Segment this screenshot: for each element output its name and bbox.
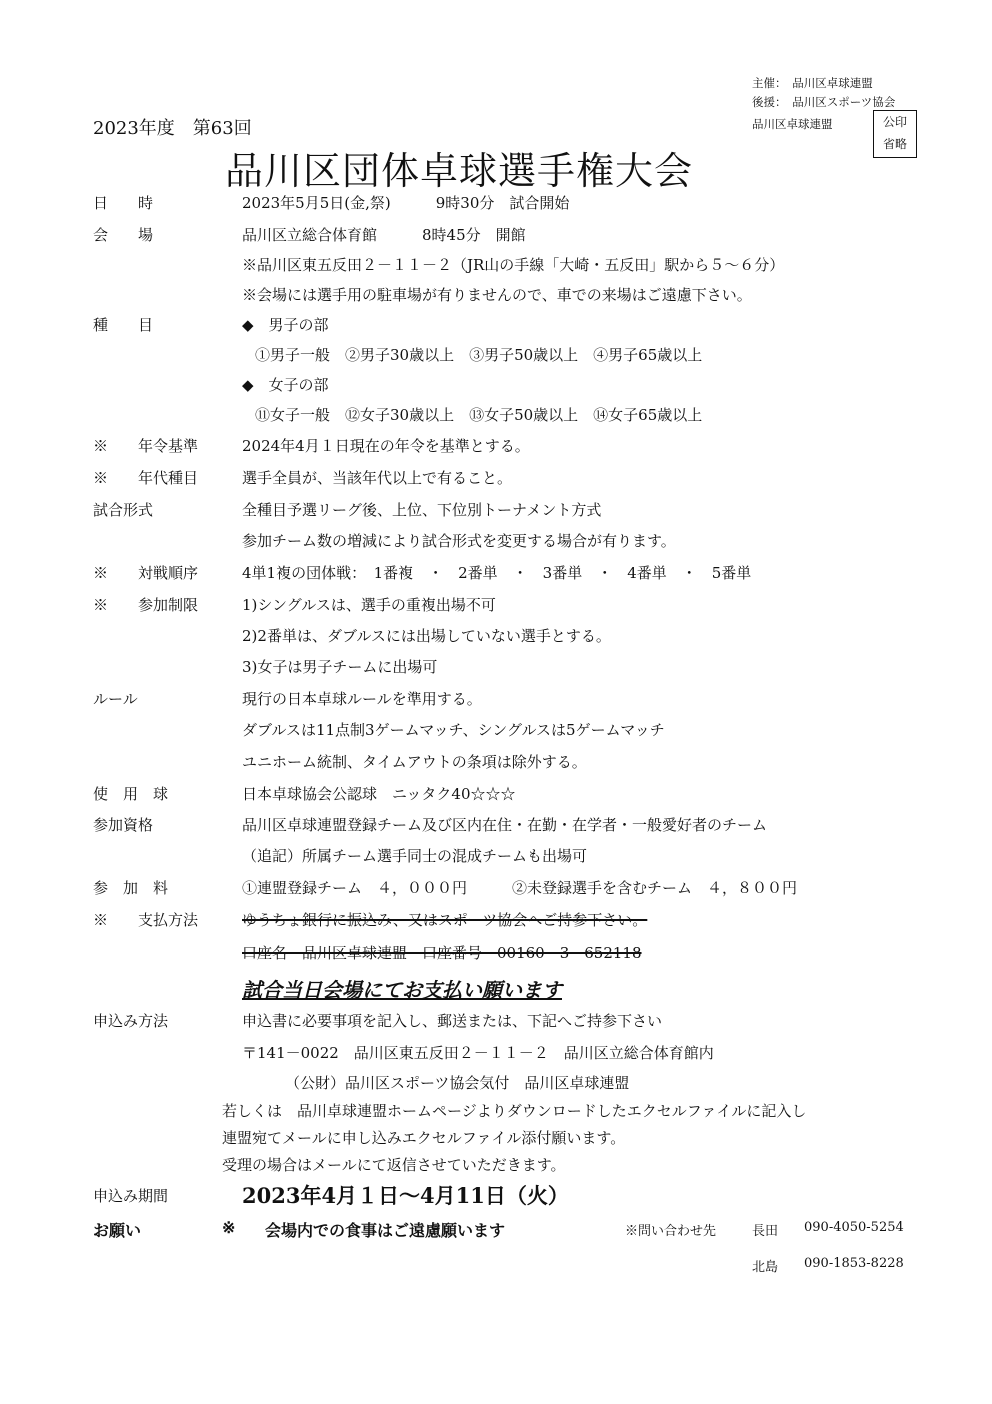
row-text-venue-2: ※品川区東五反田２－１１－２（JR山の手線「大崎・五反田」駅から５～６分） (242, 256, 785, 274)
row-label-restrictions: ※ 参加制限 (93, 596, 199, 614)
seal-line-1: 公印 (882, 115, 907, 129)
application-line-1: 申込書に必要事項を記入し、郵送または、下記へご持参下さい (242, 1012, 663, 1030)
row-text-events-1: ◆ 男子の部 (242, 316, 329, 334)
row-text-order: 4単1複の団体戦： 1番複 ・ 2番単 ・ 3番単 ・ 4番単 ・ 5番単 (242, 564, 752, 582)
row-label-age-basis: ※ 年令基準 (93, 437, 199, 455)
request-text: 会場内での食事はご遠慮願います (265, 1221, 506, 1240)
row-text-events-4: ⑪女子一般 ⑫女子30歳以上 ⑬女子50歳以上 ⑭女子65歳以上 (255, 406, 703, 424)
application-address: 〒141－0022 品川区東五反田２－１１－２ 品川区立総合体育館内 (242, 1044, 714, 1062)
contact-label: ※問い合わせ先 (625, 1224, 717, 1239)
row-text-eligibility-2: （追記）所属チーム選手同士の混成チームも出場可 (242, 847, 588, 865)
row-label-fee: 参 加 料 (93, 879, 169, 897)
row-text-payment-2: 口座名 品川区卓球連盟 口座番号 00160－3－652118 (242, 944, 642, 962)
row-label-venue: 会 場 (93, 226, 154, 244)
application-line-5: 連盟宛てメールに申し込みエクセルファイル添付願います。 (222, 1129, 626, 1147)
organizer-text: 主催： 品川区卓球連盟 (752, 76, 873, 90)
official-seal-box (873, 110, 917, 158)
row-label-age-events: ※ 年代種目 (93, 469, 199, 487)
row-text-ball: 日本卓球協会公認球 ニッタク40☆☆☆ (242, 785, 516, 803)
row-text-events-3: ◆ 女子の部 (242, 376, 329, 394)
row-text-date: 2023年5月5日(金,祭) 9時30分 試合開始 (242, 194, 570, 212)
contact-name-2: 北島 (752, 1260, 779, 1275)
application-line-6: 受理の場合はメールにて返信させていただきます。 (222, 1156, 566, 1174)
request-mark: ※ (222, 1218, 236, 1237)
row-label-events: 種 目 (93, 316, 154, 334)
seal-line-2: 省略 (882, 137, 907, 151)
row-label-payment: ※ 支払方法 (93, 911, 199, 929)
period-label: 申込み期間 (93, 1187, 169, 1205)
row-text-restrictions-1: 1)シングルスは、選手の重複出場不可 (242, 596, 496, 614)
row-text-rules-3: ユニホーム統制、タイムアウトの条項は除外する。 (242, 753, 587, 771)
request-label: お願い (93, 1221, 142, 1240)
row-text-format-1: 全種目予選リーグ後、上位、下位別トーナメント方式 (242, 501, 602, 519)
row-text-fee: ①連盟登録チーム ４，０００円 ②未登録選手を含むチーム ４，８００円 (242, 879, 798, 897)
support-text: 後援： 品川区スポーツ協会 (752, 95, 896, 109)
row-label-ball: 使 用 球 (93, 785, 169, 803)
row-text-restrictions-2: 2)2番単は、ダブルスには出場していない選手とする。 (242, 627, 611, 645)
row-label-eligibility: 参加資格 (93, 816, 154, 834)
row-text-payment-1: ゆうちょ銀行に振込み、又はスポーツ協会へご持参下さい。 (242, 911, 648, 929)
contact-name-1: 長田 (752, 1224, 779, 1239)
row-label-rules: ルール (93, 690, 138, 708)
period-value: 2023年4月１日～4月11日（火） (242, 1183, 569, 1208)
row-label-date: 日 時 (93, 194, 154, 212)
payment-notice: 試合当日会場にてお支払い願います (242, 978, 562, 1002)
row-label-order: ※ 対戦順序 (93, 564, 199, 582)
row-text-restrictions-3: 3)女子は男子チームに出場可 (242, 658, 438, 676)
edition-text: 2023年度 第63回 (93, 118, 252, 139)
row-text-age-events: 選手全員が、当該年代以上で有ること。 (242, 469, 513, 487)
row-text-events-2: ①男子一般 ②男子30歳以上 ③男子50歳以上 ④男子65歳以上 (255, 346, 703, 364)
row-text-age-basis: 2024年4月１日現在の年令を基準とする。 (242, 437, 530, 455)
application-line-4: 若しくは 品川卓球連盟ホームページよりダウンロードしたエクセルファイルに記入し (222, 1102, 807, 1120)
row-text-venue-1: 品川区立総合体育館 8時45分 開館 (242, 226, 526, 244)
row-text-format-2: 参加チーム数の増減により試合形式を変更する場合が有ります。 (242, 532, 676, 550)
federation-text: 品川区卓球連盟 (752, 117, 833, 131)
row-text-venue-3: ※会場には選手用の駐車場が有りませんので、車での来場はご遠慮下さい。 (242, 286, 752, 304)
row-label-format: 試合形式 (93, 501, 154, 519)
row-text-rules-2: ダブルスは11点制3ゲームマッチ、シングルスは5ゲームマッチ (242, 721, 665, 739)
contact-phone-1: 090-4050-5254 (804, 1220, 904, 1235)
application-label: 申込み方法 (93, 1012, 169, 1030)
application-recipient: （公財）品川区スポーツ協会気付 品川区卓球連盟 (285, 1074, 630, 1092)
row-text-rules-1: 現行の日本卓球ルールを準用する。 (242, 690, 482, 708)
row-text-eligibility-1: 品川区卓球連盟登録チーム及び区内在住・在勤・在学者・一般愛好者のチーム (242, 816, 768, 834)
page-title: 品川区団体卓球選手権大会 (225, 149, 694, 193)
contact-phone-2: 090-1853-8228 (804, 1256, 904, 1271)
